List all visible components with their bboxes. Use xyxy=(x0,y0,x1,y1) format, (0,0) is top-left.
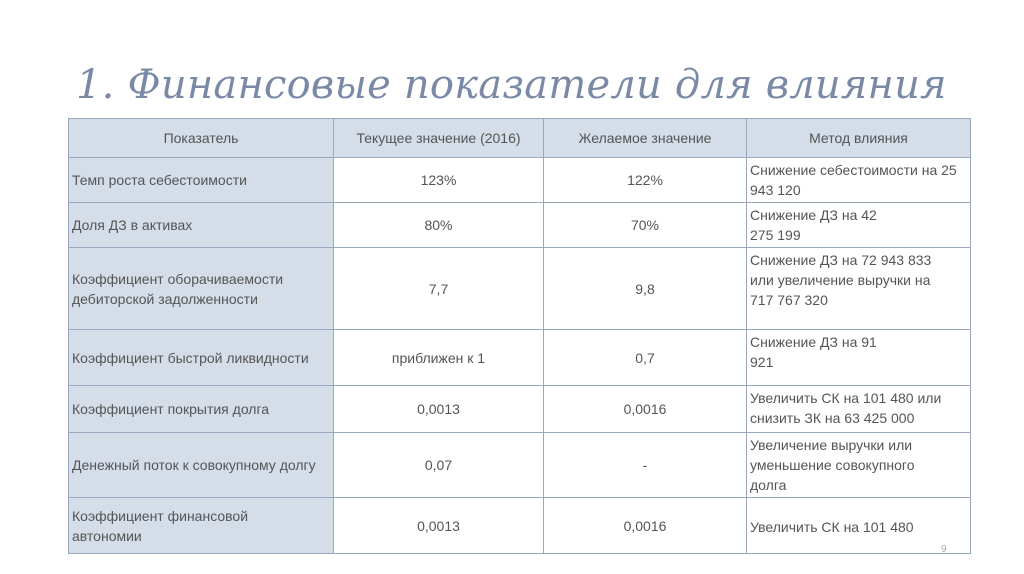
table-row xyxy=(69,158,971,203)
desired-value-cell: 122% xyxy=(544,158,747,203)
desired-value-cell: 0,0016 xyxy=(544,498,747,554)
current-value-cell: приближен к 1 xyxy=(334,330,544,386)
indicator-cell: Коэффициент быстрой ликвидности xyxy=(69,330,334,386)
table-row xyxy=(69,248,971,330)
current-value-cell: 123% xyxy=(334,158,544,203)
table-row xyxy=(69,386,971,433)
method-cell: Увеличение выручки или уменьшение совокупного долга xyxy=(747,433,971,498)
table-row xyxy=(69,433,971,498)
indicator-cell: Коэффициент оборачиваемости дебиторской задолженности xyxy=(69,248,334,330)
table-header-row xyxy=(69,119,971,158)
current-value-cell: 0,0013 xyxy=(334,386,544,433)
slide-title: 1. Финансовые показатели для влияния xyxy=(76,62,947,108)
table-row xyxy=(69,330,971,386)
indicator-cell: Коэффициент финансовой автономии xyxy=(69,498,334,554)
header-desired: Желаемое значение xyxy=(544,119,747,158)
indicator-cell: Доля ДЗ в активах xyxy=(69,203,334,248)
header-method: Метод влияния xyxy=(747,119,971,158)
current-value-cell: 7,7 xyxy=(334,248,544,330)
table-row xyxy=(69,203,971,248)
indicator-cell: Денежный поток к совокупному долгу xyxy=(69,433,334,498)
method-cell: Снижение ДЗ на 72 943 833 или увеличение выручки на 717 767 320 xyxy=(747,248,971,330)
indicator-cell: Коэффициент покрытия долга xyxy=(69,386,334,433)
method-cell: Снижение ДЗ на 42 275 199 xyxy=(747,203,971,248)
indicators-table xyxy=(68,118,971,554)
current-value-cell: 80% xyxy=(334,203,544,248)
method-cell: Снижение ДЗ на 91 921 xyxy=(747,330,971,386)
header-current: Текущее значение (2016) xyxy=(334,119,544,158)
method-cell: Снижение себестоимости на 25 943 120 xyxy=(747,158,971,203)
desired-value-cell: 0,7 xyxy=(544,330,747,386)
page-number: 9 xyxy=(941,544,947,555)
desired-value-cell: 9,8 xyxy=(544,248,747,330)
method-cell: Увеличить СК на 101 480 или снизить ЗК на 63 425 000 xyxy=(747,386,971,433)
desired-value-cell: 70% xyxy=(544,203,747,248)
desired-value-cell: 0,0016 xyxy=(544,386,747,433)
table-row xyxy=(69,498,971,554)
method-cell: Увеличить СК на 101 480 xyxy=(747,498,971,554)
indicator-cell: Темп роста себестоимости xyxy=(69,158,334,203)
header-indicator: Показатель xyxy=(69,119,334,158)
current-value-cell: 0,0013 xyxy=(334,498,544,554)
desired-value-cell: - xyxy=(544,433,747,498)
current-value-cell: 0,07 xyxy=(334,433,544,498)
